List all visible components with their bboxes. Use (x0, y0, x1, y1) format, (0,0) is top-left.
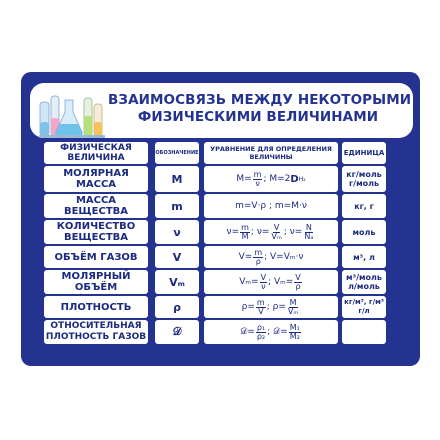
row-amount-unit: моль (342, 220, 386, 244)
row-density-equation: ρ= $\frac{m}{V}$ ; ρ= $\frac{M}{\text{Vₘ}}$ (204, 296, 338, 318)
row-mass-name: МАССА ВЕЩЕСТВА (44, 194, 148, 218)
row-molar-mass-symbol: M (155, 166, 199, 192)
lab-flasks-icon (38, 92, 110, 138)
row-amount-name: КОЛИЧЕСТВО ВЕЩЕСТВА (44, 220, 148, 244)
page-title (108, 92, 412, 126)
row-density-unit: кг/м³, г/м³ г/л (342, 296, 386, 318)
row-mass-equation: m=V·ρ ; m=M·ν (204, 194, 338, 218)
row-mass-unit: кг, г (342, 194, 386, 218)
row-molar-mass-unit: кг/моль г/моль (342, 166, 386, 192)
row-volume-name: ОБЪЁМ ГАЗОВ (44, 246, 148, 268)
header-unit: ЕДИНИЦА (342, 142, 386, 164)
row-relative-density-name: ОТНОСИТЕЛЬНАЯ ПЛОТНОСТЬ ГАЗОВ (45, 321, 147, 342)
header-quantity: ФИЗИЧЕСКАЯ ВЕЛИЧИНА (44, 142, 148, 164)
title-line-2: ФИЗИЧЕСКИМИ ВЕЛИЧИНАМИ (137, 109, 379, 125)
row-molar-volume-equation: Vₘ= $\frac{V}{\nu}$ ; Vₘ= $\frac{V}{\rho}$ (204, 270, 338, 294)
row-density-symbol: ρ (155, 296, 199, 318)
row-volume-symbol: V (155, 246, 199, 268)
header-equation: УРАВНЕНИЕ ДЛЯ ОПРЕДЕЛЕНИЯ ВЕЛИЧИНЫ (204, 142, 338, 164)
row-relative-density-equation: 𝒟= $\frac{\text{ρ₁}}{\text{ρ₂}}$ ; 𝒟= $\frac{\text{M₁}}{\text{M₂}}$ (204, 320, 338, 344)
row-volume-equation: V= $\frac{m}{\rho}$ ; V=Vₘ·ν (204, 246, 338, 268)
row-molar-mass-name: МОЛЯРНАЯ МАССА (44, 166, 148, 192)
row-density-name: ПЛОТНОСТЬ (44, 296, 148, 318)
row-molar-volume-unit: м³/моль л/моль (342, 270, 386, 294)
title-line-1: ВЗАИМОСВЯЗЬ МЕЖДУ НЕКОТОРЫМИ (108, 92, 412, 108)
row-mass-symbol: m (155, 194, 199, 218)
row-amount-symbol: ν (155, 220, 199, 244)
row-volume-unit: м³, л (342, 246, 386, 268)
row-relative-density-symbol: 𝒟 (155, 320, 199, 344)
header-symbol: ОБОЗНАЧЕНИЕ (155, 142, 199, 164)
row-amount-equation: ν= $\frac{m}{M}$ ; ν= $\frac{V}{\text{Vₘ}}$ ; ν= $\frac{N}{\text{Nₐ}}$ (204, 220, 338, 244)
row-molar-volume-symbol: Vₘ (155, 270, 199, 294)
row-relative-density-unit (342, 320, 386, 344)
row-molar-volume-name: МОЛЯРНЫЙ ОБЪЁМ (44, 270, 148, 294)
row-molar-mass-equation: M= $\frac{m}{\nu}$ ; M=2 D H₂ (204, 166, 338, 192)
